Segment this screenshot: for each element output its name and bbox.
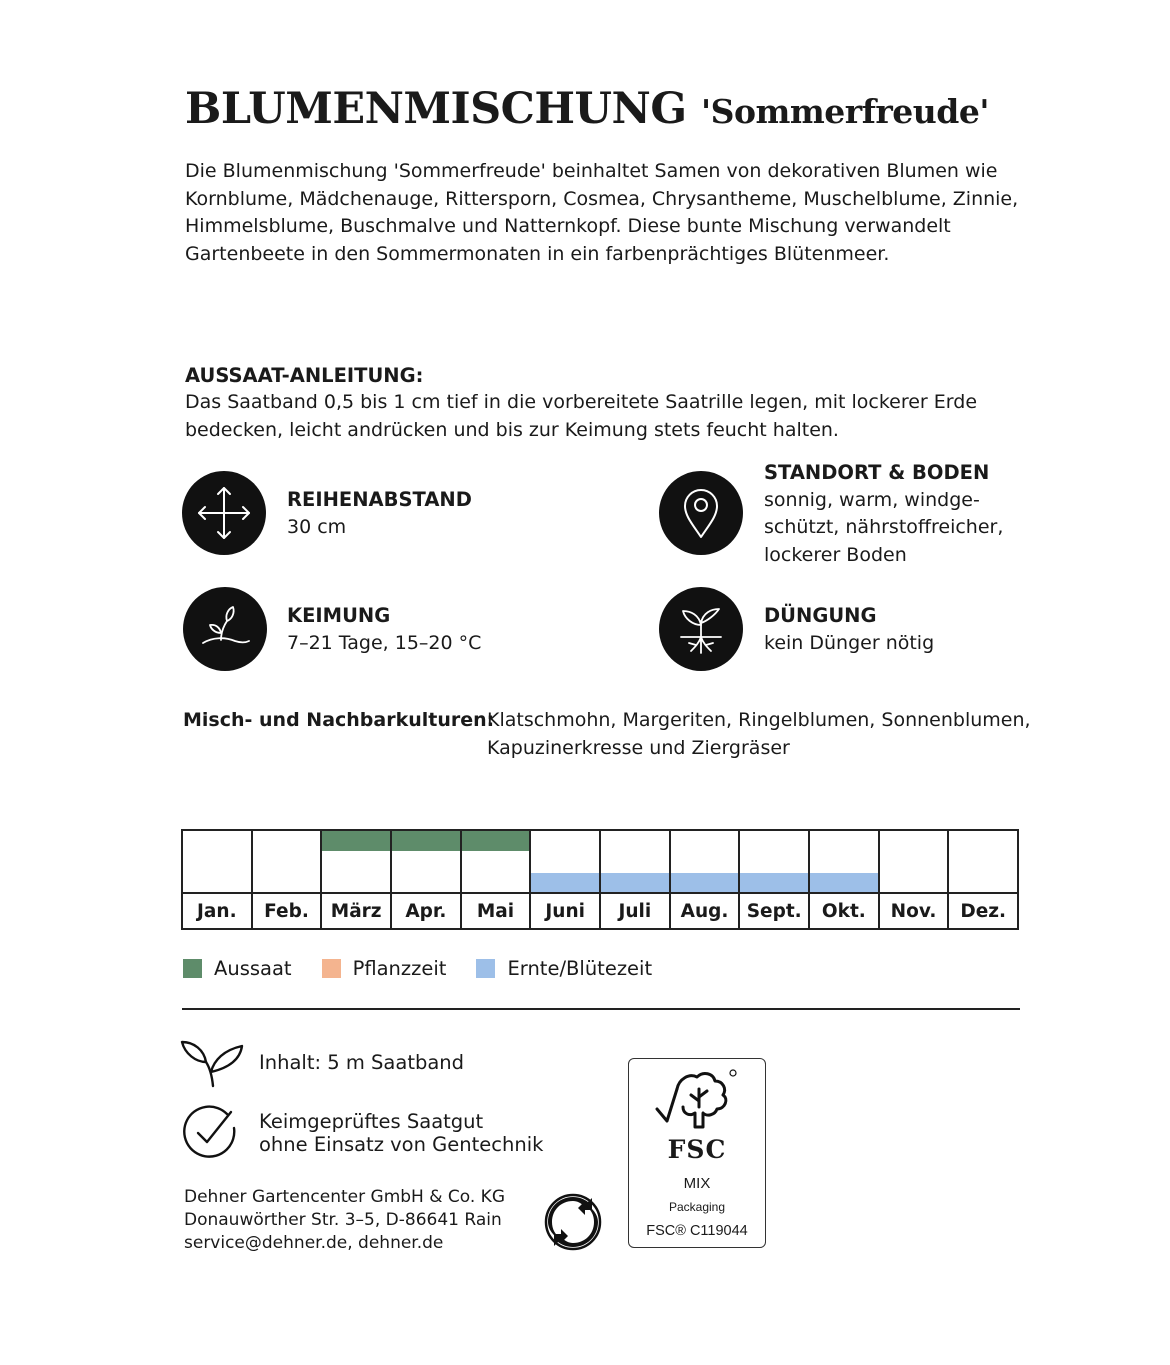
month-label: Aug. [671,892,739,928]
calendar-legend [183,957,682,980]
fsc-packaging: Packaging [668,1200,726,1214]
legend-label: Pflanzzeit [352,957,447,980]
company-line: service@dehner.de, dehner.de [184,1233,444,1253]
sowing-line: Das Saatband 0,5 bis 1 cm tief in die vorbereitete Saatrille legen, mit lockerer Erde [185,391,978,413]
companions-label: Misch- und Nachbarkulturen: [183,709,495,731]
legend-label: Aussaat [214,957,292,980]
location-line: schützt, nährstoffreicher, [764,516,1004,538]
sowing-band [880,831,948,851]
intro-line: Himmelsblume, Buschmalve und Natternkopf. Diese bunte Mischung verwandelt [185,215,951,237]
sowing-band [253,831,321,851]
bloom-band [183,873,251,892]
content-text: Inhalt: 5 m Saatband [259,1051,465,1074]
month-label: Apr. [392,892,460,928]
intro-text [185,158,1035,268]
plant-roots-icon [659,587,743,671]
sowing-band [740,831,808,851]
month-cell [462,831,532,928]
germination-label: KEIMUNG [287,604,391,627]
map-pin-icon [659,471,743,555]
tested-text [259,1110,543,1156]
month-cell [253,831,323,928]
sowing-band [601,831,669,851]
legend-swatch [476,959,495,978]
bloom-band [601,873,669,892]
title-sub: 'Sommerfreude' [701,92,989,131]
month-cell [671,831,741,928]
month-cell [183,831,253,928]
info-fertilizer [764,602,934,657]
sowing-heading: AUSSAAT-ANLEITUNG: [185,364,424,387]
company-line: Donauwörther Str. 3–5, D-86641 Rain [184,1210,502,1230]
month-label: Juni [531,892,599,928]
sowing-band [810,831,878,851]
month-cell [949,831,1017,928]
legend-label: Ernte/Blütezeit [507,957,653,980]
month-cell [810,831,880,928]
legend-item [476,957,652,980]
month-label: Jan. [183,892,251,928]
month-label: Feb. [253,892,321,928]
fsc-mix: MIX [683,1175,711,1192]
tested-line: ohne Einsatz von Gentechnik [259,1133,544,1156]
fsc-brand: FSC [667,1135,727,1164]
bloom-band [671,873,739,892]
legend-item [322,957,447,980]
info-location [764,459,1003,569]
bloom-band [462,873,530,892]
intro-line: Die Blumenmischung 'Sommerfreude' beinhaltet Samen von dekorativen Blumen wie [185,160,998,182]
sowing-band [392,831,460,851]
info-germination [287,602,481,657]
companions-line: Klatschmohn, Margeriten, Ringelblumen, Sonnenblumen, [487,709,1031,731]
info-row-spacing [287,486,472,541]
fsc-tree-icon [653,1067,743,1133]
intro-line: Gartenbeete in den Sommermonaten in ein farbenprächtiges Blütenmeer. [185,242,890,265]
bloom-band [880,873,948,892]
month-label: Mai [462,892,530,928]
month-label: Sept. [740,892,808,928]
leaf-sprout-icon [180,1036,246,1088]
row-spacing-label: REIHENABSTAND [287,488,472,511]
arrows-move-icon [182,471,266,555]
row-spacing-value: 30 cm [287,515,347,538]
month-label: Okt. [810,892,878,928]
month-label: Dez. [949,892,1017,928]
sowing-band [671,831,739,851]
green-dot-icon [544,1193,602,1251]
month-cell [880,831,950,928]
location-line: lockerer Boden [764,543,907,566]
company-address [184,1186,505,1255]
fertilizer-label: DÜNGUNG [764,604,877,627]
location-line: sonnig, warm, windge- [764,488,980,511]
month-cell [740,831,810,928]
fertilizer-value: kein Dünger nötig [764,631,935,654]
month-label: Nov. [880,892,948,928]
month-cell [601,831,671,928]
sowing-instructions [185,363,1035,444]
legend-swatch [183,959,202,978]
month-cell [531,831,601,928]
check-circle-icon [181,1104,239,1162]
germination-value: 7–21 Tage, 15–20 °C [287,631,482,654]
sowing-band [531,831,599,851]
sowing-band [322,831,390,851]
bloom-band [740,873,808,892]
location-label: STANDORT & BODEN [764,461,990,484]
intro-line: Kornblume, Mädchenauge, Rittersporn, Cosmea, Chrysantheme, Muschelblume, Zinnie, [185,187,1019,210]
bloom-band [322,873,390,892]
page-title [185,84,989,134]
month-cell [392,831,462,928]
fsc-label [628,1058,766,1248]
sowing-calendar [181,829,1019,930]
title-main: BLUMENMISCHUNG [185,84,687,134]
bloom-band [949,873,1017,892]
month-label: Juli [601,892,669,928]
tested-line: Keimgeprüftes Saatgut [259,1110,484,1133]
bloom-band [392,873,460,892]
sowing-line: bedecken, leicht andrücken und bis zur Keimung stets feucht halten. [185,418,839,441]
company-line: Dehner Gartencenter GmbH & Co. KG [184,1187,505,1207]
month-cell [322,831,392,928]
legend-swatch [322,959,341,978]
companions-line: Kapuzinerkresse und Ziergräser [487,736,790,759]
legend-item [183,957,292,980]
month-label: März [322,892,390,928]
seedling-icon [183,587,267,671]
bloom-band [531,873,599,892]
sowing-band [949,831,1017,851]
bloom-band [810,873,878,892]
sowing-band [462,831,530,851]
companions-list [487,707,1047,762]
divider [182,1008,1020,1010]
fsc-code: FSC® C119044 [646,1223,748,1239]
sowing-band [183,831,251,851]
bloom-band [253,873,321,892]
